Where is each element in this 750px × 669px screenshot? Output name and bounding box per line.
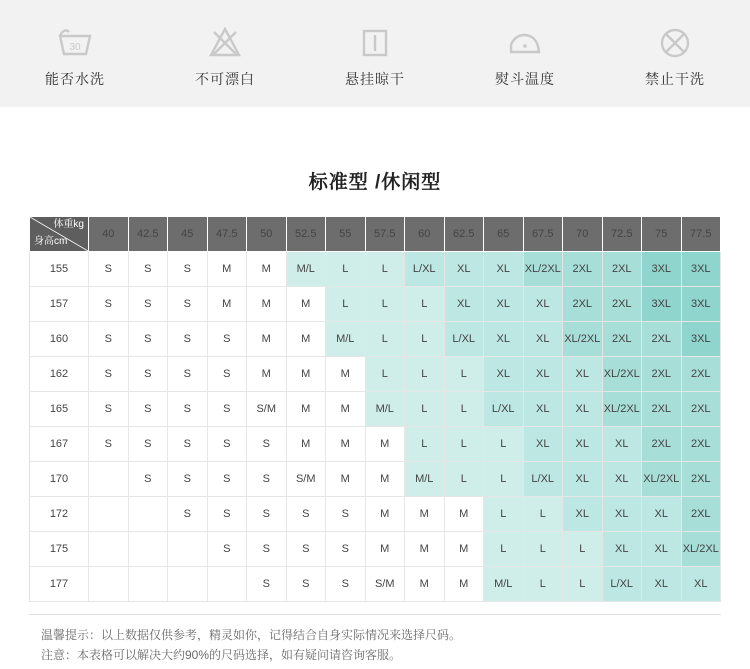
column-header: 55 xyxy=(326,217,366,252)
size-cell: L xyxy=(444,357,484,392)
size-cell: L/XL xyxy=(405,252,445,287)
size-cell: S xyxy=(207,497,247,532)
size-cell: S xyxy=(207,532,247,567)
table-row xyxy=(30,427,721,462)
size-cell: S xyxy=(89,252,129,287)
size-cell: XL xyxy=(563,462,603,497)
care-item-hang-dry xyxy=(305,22,445,86)
care-item-label: 熨斗温度 xyxy=(495,70,555,87)
size-cell: L xyxy=(484,462,524,497)
column-header: 52.5 xyxy=(286,217,326,252)
size-cell: M xyxy=(247,357,287,392)
size-cell: L xyxy=(405,357,445,392)
size-cell xyxy=(128,497,168,532)
table-corner-cell xyxy=(30,217,89,252)
size-cell: XL xyxy=(563,427,603,462)
size-cell: L xyxy=(365,322,405,357)
row-header-height: 177 xyxy=(30,567,89,602)
size-cell: 2XL xyxy=(681,497,721,532)
size-cell: S xyxy=(207,322,247,357)
size-cell: 2XL xyxy=(681,462,721,497)
size-cell: M xyxy=(365,497,405,532)
size-cell: S xyxy=(168,287,208,322)
no-bleach-triangle-icon xyxy=(203,22,247,62)
size-cell: XL xyxy=(444,252,484,287)
size-cell: L xyxy=(365,252,405,287)
size-cell: S xyxy=(247,497,287,532)
size-cell: M/L xyxy=(286,252,326,287)
size-cell: L xyxy=(523,567,563,602)
table-row xyxy=(30,322,721,357)
row-header-height: 160 xyxy=(30,322,89,357)
size-cell: XL xyxy=(484,252,524,287)
size-cell: 2XL xyxy=(602,322,642,357)
care-item-label: 不可漂白 xyxy=(195,70,255,87)
wash-tub-30-icon xyxy=(53,22,97,62)
corner-height-label: 身高cm xyxy=(34,236,68,247)
row-header-height: 175 xyxy=(30,532,89,567)
table-row xyxy=(30,357,721,392)
size-cell: L xyxy=(405,427,445,462)
size-cell: L xyxy=(326,252,366,287)
size-cell: S xyxy=(247,532,287,567)
size-cell: XL xyxy=(523,357,563,392)
column-header: 67.5 xyxy=(523,217,563,252)
size-cell: S xyxy=(168,357,208,392)
size-cell: 2XL xyxy=(642,322,682,357)
size-cell: M xyxy=(365,462,405,497)
size-cell: S xyxy=(247,462,287,497)
size-cell: M xyxy=(365,532,405,567)
care-item-label: 能否水洗 xyxy=(45,70,105,87)
size-cell xyxy=(89,497,129,532)
size-cell: S xyxy=(326,567,366,602)
size-cell: M xyxy=(326,392,366,427)
row-header-height: 162 xyxy=(30,357,89,392)
size-cell xyxy=(207,567,247,602)
size-cell: L xyxy=(405,392,445,427)
size-cell: M xyxy=(207,252,247,287)
size-cell: XL xyxy=(563,357,603,392)
column-header: 65 xyxy=(484,217,524,252)
size-cell: 3XL xyxy=(681,287,721,322)
size-cell: XL/2XL xyxy=(681,532,721,567)
size-chart-table xyxy=(29,216,721,602)
size-cell: XL xyxy=(602,462,642,497)
size-cell: M xyxy=(405,567,445,602)
row-header-height: 170 xyxy=(30,462,89,497)
size-cell: XL xyxy=(523,322,563,357)
size-cell: L xyxy=(444,427,484,462)
care-item-label: 禁止干洗 xyxy=(645,70,705,87)
size-cell: XL/2XL xyxy=(563,322,603,357)
size-cell: 2XL xyxy=(563,252,603,287)
size-cell: L xyxy=(484,497,524,532)
size-cell: L xyxy=(326,287,366,322)
size-cell: XL xyxy=(484,357,524,392)
size-cell: M xyxy=(444,497,484,532)
size-cell: M xyxy=(286,427,326,462)
size-cell: S xyxy=(286,567,326,602)
size-cell: M xyxy=(286,392,326,427)
size-cell: XL xyxy=(523,287,563,322)
size-cell: 2XL xyxy=(563,287,603,322)
size-cell xyxy=(89,462,129,497)
table-row xyxy=(30,252,721,287)
size-cell: L xyxy=(444,392,484,427)
size-cell: L xyxy=(563,567,603,602)
iron-temperature-icon xyxy=(503,22,547,62)
size-cell: M xyxy=(405,532,445,567)
column-header: 42.5 xyxy=(128,217,168,252)
care-instructions-bar xyxy=(0,0,750,107)
size-cell: M xyxy=(365,427,405,462)
size-cell: XL xyxy=(444,287,484,322)
row-header-height: 155 xyxy=(30,252,89,287)
size-cell: S xyxy=(168,462,208,497)
size-cell: S xyxy=(326,532,366,567)
size-cell: XL xyxy=(642,497,682,532)
column-header: 60 xyxy=(405,217,445,252)
size-cell: S xyxy=(207,392,247,427)
size-cell: S xyxy=(128,357,168,392)
size-cell: S xyxy=(128,322,168,357)
size-cell: 2XL xyxy=(642,357,682,392)
size-cell: 3XL xyxy=(642,252,682,287)
corner-weight-label: 体重kg xyxy=(53,219,84,230)
size-cell: L/XL xyxy=(484,392,524,427)
size-cell: M xyxy=(286,287,326,322)
size-cell: XL xyxy=(602,427,642,462)
size-cell: 3XL xyxy=(642,287,682,322)
size-cell: 2XL xyxy=(602,252,642,287)
size-cell: 3XL xyxy=(681,322,721,357)
size-cell: M/L xyxy=(405,462,445,497)
size-cell: 3XL xyxy=(681,252,721,287)
size-cell xyxy=(168,567,208,602)
size-cell: 2XL xyxy=(642,392,682,427)
size-cell: XL xyxy=(602,532,642,567)
table-row xyxy=(30,497,721,532)
size-cell: XL xyxy=(484,287,524,322)
size-cell: S xyxy=(128,462,168,497)
size-cell: M xyxy=(247,252,287,287)
size-cell: XL/2XL xyxy=(523,252,563,287)
size-cell: XL xyxy=(523,392,563,427)
care-item-label: 悬挂晾干 xyxy=(345,70,405,87)
size-cell: S xyxy=(128,287,168,322)
size-cell: XL/2XL xyxy=(602,357,642,392)
size-cell xyxy=(89,567,129,602)
size-cell: L xyxy=(563,532,603,567)
size-cell: L xyxy=(484,427,524,462)
size-cell: L xyxy=(523,532,563,567)
size-cell: S xyxy=(168,252,208,287)
size-cell: M/L xyxy=(484,567,524,602)
size-cell: M xyxy=(326,357,366,392)
size-cell: L xyxy=(523,497,563,532)
size-chart-wrap xyxy=(29,216,721,602)
size-cell: S xyxy=(207,462,247,497)
size-cell: S xyxy=(168,427,208,462)
column-header: 75 xyxy=(642,217,682,252)
size-cell xyxy=(128,567,168,602)
size-cell: S xyxy=(168,322,208,357)
size-cell: L/XL xyxy=(602,567,642,602)
size-cell: M xyxy=(444,567,484,602)
size-cell: S xyxy=(168,497,208,532)
table-row xyxy=(30,567,721,602)
size-cell: M xyxy=(444,532,484,567)
size-cell xyxy=(128,532,168,567)
column-header: 45 xyxy=(168,217,208,252)
size-cell: S xyxy=(326,497,366,532)
note-line: 温馨提示：以上数据仅供参考，精灵如你，记得结合自身实际情况来选择尺码。 xyxy=(41,628,462,642)
size-cell: XL xyxy=(642,567,682,602)
column-header: 40 xyxy=(89,217,129,252)
size-cell: M/L xyxy=(326,322,366,357)
size-cell: M xyxy=(326,427,366,462)
row-header-height: 165 xyxy=(30,392,89,427)
size-cell: L xyxy=(365,287,405,322)
size-cell: S xyxy=(128,427,168,462)
size-cell: L xyxy=(405,287,445,322)
size-cell: 2XL xyxy=(681,427,721,462)
size-cell: S xyxy=(247,567,287,602)
row-header-height: 167 xyxy=(30,427,89,462)
size-cell: XL xyxy=(484,322,524,357)
column-header: 70 xyxy=(563,217,603,252)
size-cell: XL xyxy=(563,392,603,427)
size-cell: S xyxy=(128,252,168,287)
size-cell: L xyxy=(405,322,445,357)
care-item-wash xyxy=(5,22,145,86)
size-cell: XL xyxy=(563,497,603,532)
size-cell: XL/2XL xyxy=(602,392,642,427)
size-cell: S xyxy=(89,357,129,392)
size-cell: 2XL xyxy=(642,427,682,462)
table-row xyxy=(30,532,721,567)
row-header-height: 172 xyxy=(30,497,89,532)
size-cell: S xyxy=(168,392,208,427)
column-header: 50 xyxy=(247,217,287,252)
size-cell xyxy=(89,532,129,567)
size-cell: M xyxy=(405,497,445,532)
table-body xyxy=(30,252,721,602)
column-header: 72.5 xyxy=(602,217,642,252)
size-cell: XL xyxy=(602,497,642,532)
svg-text:30: 30 xyxy=(69,41,81,53)
table-row xyxy=(30,392,721,427)
size-cell: S xyxy=(286,497,326,532)
size-cell: L xyxy=(365,357,405,392)
column-header: 62.5 xyxy=(444,217,484,252)
size-cell: 2XL xyxy=(681,357,721,392)
size-cell: M xyxy=(247,322,287,357)
table-header-row xyxy=(30,217,721,252)
size-cell: S xyxy=(128,392,168,427)
note-line: 注意：本表格可以解决大约90%的尺码选择，如有疑问请咨询客服。 xyxy=(41,648,402,662)
size-cell: S xyxy=(207,427,247,462)
table-row xyxy=(30,462,721,497)
care-item-bleach xyxy=(155,22,295,86)
size-cell: S/M xyxy=(286,462,326,497)
column-header: 77.5 xyxy=(681,217,721,252)
size-chart-title-wrap xyxy=(0,167,750,194)
no-dry-clean-icon xyxy=(653,22,697,62)
size-cell: S xyxy=(286,532,326,567)
size-cell: XL xyxy=(642,532,682,567)
footer-notes xyxy=(29,614,721,665)
size-cell: M/L xyxy=(365,392,405,427)
size-cell: S xyxy=(207,357,247,392)
size-cell: 2XL xyxy=(681,392,721,427)
size-cell: L xyxy=(444,462,484,497)
hang-dry-icon xyxy=(353,22,397,62)
size-cell: M xyxy=(207,287,247,322)
size-cell: XL/2XL xyxy=(642,462,682,497)
size-cell: S/M xyxy=(365,567,405,602)
size-cell: M xyxy=(286,322,326,357)
size-cell: M xyxy=(326,462,366,497)
size-cell: S xyxy=(247,427,287,462)
size-cell: XL xyxy=(523,427,563,462)
size-cell: L/XL xyxy=(523,462,563,497)
size-cell: S xyxy=(89,322,129,357)
size-cell: M xyxy=(247,287,287,322)
care-item-dry-clean xyxy=(605,22,745,86)
size-cell: S xyxy=(89,427,129,462)
size-cell xyxy=(168,532,208,567)
size-cell: L xyxy=(484,532,524,567)
size-cell: XL xyxy=(681,567,721,602)
size-cell: S xyxy=(89,392,129,427)
row-header-height: 157 xyxy=(30,287,89,322)
size-cell: M xyxy=(286,357,326,392)
page-title: 标准型 /休闲型 xyxy=(308,172,442,193)
size-cell: S/M xyxy=(247,392,287,427)
column-header: 47.5 xyxy=(207,217,247,252)
size-cell: S xyxy=(89,287,129,322)
table-row xyxy=(30,287,721,322)
size-cell: L/XL xyxy=(444,322,484,357)
size-cell: 2XL xyxy=(602,287,642,322)
column-header: 57.5 xyxy=(365,217,405,252)
care-item-iron xyxy=(455,22,595,86)
